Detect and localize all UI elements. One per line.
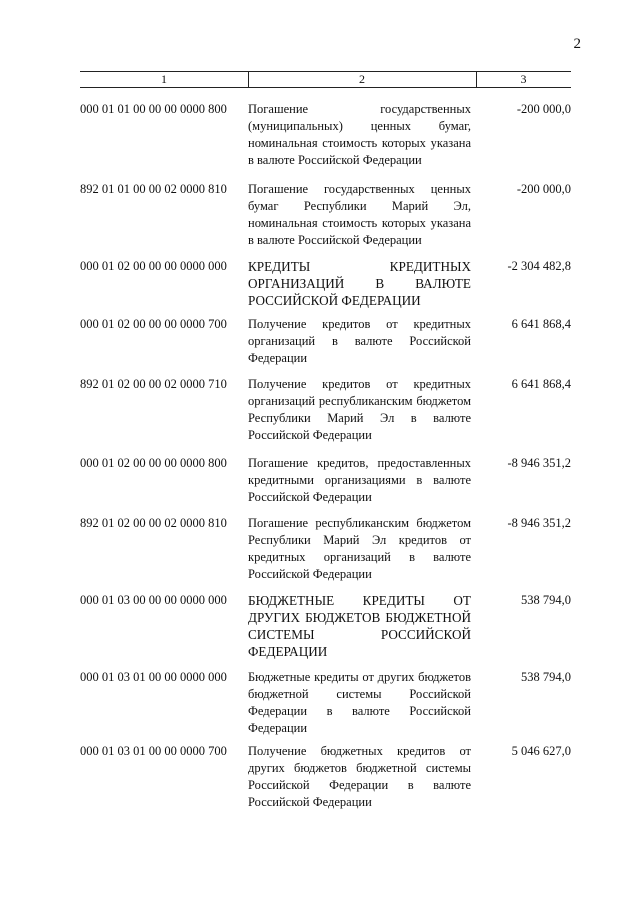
table-body <box>80 101 571 811</box>
table-row <box>80 258 571 309</box>
table-row <box>80 316 571 367</box>
row-code: 000 01 02 00 00 00 0000 700 <box>80 317 227 331</box>
row-name: Бюджетные кредиты от других бюджетов бюджетной системы Российской Федерации в валюте Российской Федерации <box>248 670 471 735</box>
table-header <box>80 71 571 88</box>
row-code: 892 01 02 00 00 02 0000 810 <box>80 516 227 530</box>
row-code: 892 01 01 00 00 02 0000 810 <box>80 182 227 196</box>
row-name: Погашение кредитов, предоставленных кредитными организациями в валюте Российской Федерации <box>248 456 471 504</box>
row-sum: 6 641 868,4 <box>511 377 571 391</box>
row-name: БЮДЖЕТНЫЕ КРЕДИТЫ ОТ ДРУГИХ БЮДЖЕТОВ БЮДЖЕТНОЙ СИСТЕМЫ РОССИЙСКОЙ ФЕДЕРАЦИИ <box>248 593 471 659</box>
row-code: 000 01 03 01 00 00 0000 700 <box>80 744 227 758</box>
row-code: 000 01 02 00 00 00 0000 800 <box>80 456 227 470</box>
table-row <box>80 101 571 169</box>
table-row <box>80 181 571 249</box>
row-code: 000 01 01 00 00 00 0000 800 <box>80 102 227 116</box>
header-col-1: 1 <box>161 72 167 86</box>
table-row <box>80 455 571 506</box>
row-name: Погашение республиканским бюджетом Республики Марий Эл кредитов от кредитных организаций в валюте Российской Федерации <box>248 516 471 581</box>
row-code: 000 01 03 01 00 00 0000 000 <box>80 670 227 684</box>
row-sum: -8 946 351,2 <box>507 516 571 530</box>
row-sum: 6 641 868,4 <box>511 317 571 331</box>
row-code: 000 01 02 00 00 00 0000 000 <box>80 259 227 273</box>
header-col-2: 2 <box>359 72 365 86</box>
row-name: Погашение государственных ценных бумаг Республики Марий Эл, номинальная стоимость которых указана в валюте Российской Федерации <box>248 182 471 247</box>
table-row <box>80 376 571 444</box>
table-row <box>80 669 571 737</box>
page-number: 2 <box>573 36 581 52</box>
row-name: Получение бюджетных кредитов от других бюджетов бюджетной системы Российской Федерации в валюте Российской Федерации <box>248 744 471 809</box>
row-code: 892 01 02 00 00 02 0000 710 <box>80 377 227 391</box>
row-name: Получение кредитов от кредитных организаций в валюте Российской Федерации <box>248 317 471 365</box>
row-sum: -2 304 482,8 <box>507 259 571 273</box>
row-code: 000 01 03 00 00 00 0000 000 <box>80 593 227 607</box>
table-row <box>80 592 571 660</box>
row-name: Получение кредитов от кредитных организаций республиканским бюджетом Республики Марий Эл в валюте Российской Федерации <box>248 377 471 442</box>
header-col-3: 3 <box>520 72 527 86</box>
row-sum: 538 794,0 <box>521 670 571 684</box>
table-row <box>80 743 571 811</box>
table-row <box>80 515 571 583</box>
row-sum: 5 046 627,0 <box>511 744 571 758</box>
row-sum: 538 794,0 <box>521 593 571 607</box>
row-name: КРЕДИТЫ КРЕДИТНЫХ ОРГАНИЗАЦИЙ В ВАЛЮТЕ РОССИЙСКОЙ ФЕДЕРАЦИИ <box>248 259 471 308</box>
row-sum: -200 000,0 <box>516 102 571 116</box>
row-sum: -8 946 351,2 <box>507 456 571 470</box>
row-name: Погашение государственных (муниципальных) ценных бумаг, номинальная стоимость которых указана в валюте Российской Федерации <box>248 102 471 167</box>
row-sum: -200 000,0 <box>516 182 571 196</box>
